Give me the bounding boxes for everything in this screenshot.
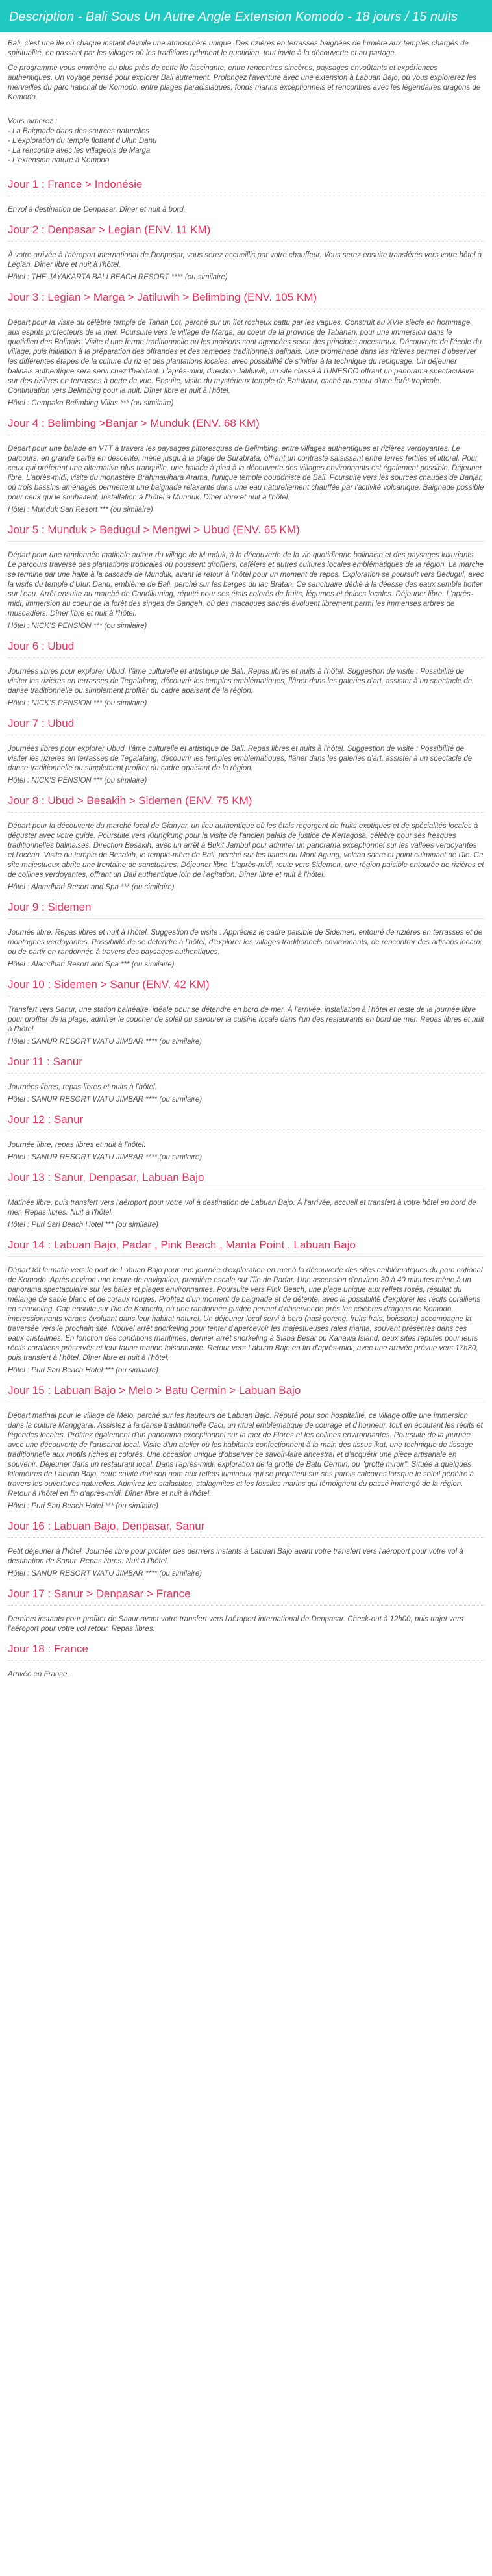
intro-paragraph: Ce programme vous emmène au plus près de cette île fascinante, entre rencontres sincères, paysages envoûtants et expériences authentiques. Un voyage pensé pour explorer Bali autrement. Prolongez l'aventure avec une extension à Labuan Bajo, où vous explorerez les merveilles du parc national de Komodo, entre plages paradisiaques, fonds marins exceptionnels et rencontres avec les légendaires dragons de Komodo. [8, 64, 481, 101]
day-section [8, 1587, 484, 1634]
day-description: Départ pour une randonnée matinale autour du village de Munduk, à la découverte de la vie quotidienne balinaise et des paysages luxuriants. Le parcours traverse des plantations tropicales où poussent girofliers, caféiers et autres cultures locales emblématiques de la région. La marche se termine par une halte à la cascade de Munduk, avant le retour à l'hôtel pour un moment de repos. Exploration se poursuit vers Bedugul, avec la visite du temple d'Ulun Danu, emblème de Bali, perché sur les berges du lac Bratan. Ce sanctuaire dédié à la déesse des eaux semble flotter sur l'eau. Arrêt ensuite au marché de Candikuning, réputé pour ses étals colorés de fruits, légumes et épices locales. Déjeuner libre. L'après-midi, immersion au coeur de la forêt des singes de Sangeh, où des macaques sacrés évoluent librement parmi les immenses arbres de muscadiers. Dîner libre et nuit à l'hôtel. [8, 551, 484, 618]
day-hotel: Hôtel : Cempaka Belimbing Villas *** (ou similaire) [8, 399, 174, 407]
day-title: Jour 9 : Sidemen [8, 900, 484, 919]
day-title: Jour 8 : Ubud > Besakih > Sidemen (ENV. 75 KM) [8, 794, 484, 813]
day-section [8, 177, 484, 215]
day-section [8, 1170, 484, 1230]
day-section [8, 1383, 484, 1511]
day-section [8, 900, 484, 970]
day-section [8, 639, 484, 709]
day-hotel: Hôtel : Puri Sari Beach Hotel *** (ou similaire) [8, 1367, 159, 1374]
day-title: Jour 7 : Ubud [8, 716, 484, 735]
day-title: Jour 15 : Labuan Bajo > Melo > Batu Cermin > Labuan Bajo [8, 1383, 484, 1402]
day-section [8, 223, 484, 283]
day-hotel: Hôtel : Puri Sari Beach Hotel *** (ou similaire) [8, 1221, 159, 1229]
page-title: Description - Bali Sous Un Autre Angle Extension Komodo - 18 jours / 15 nuits [9, 10, 458, 24]
day-title: Jour 3 : Legian > Marga > Jatiluwih > Belimbing (ENV. 105 KM) [8, 290, 484, 309]
highlight-item: - La Baignade dans des sources naturelles [8, 127, 150, 135]
day-description: Départ tôt le matin vers le port de Labuan Bajo pour une journée d'exploration en mer à la découverte des sites emblématiques du parc national de Komodo. Après environ une heure de navigation, première escale sur l'île de Padar. Une ascension d'environ 30 à 40 minutes mène à un panorama spectaculaire sur les baies et plages environnantes. Poursuite vers Pink Beach, une plage unique aux reflets rosés, résultat du mélange de sable blanc et de coraux rouges. Profitez d'un moment de baignade et de détente, avec la possibilité d'explorer les récifs coralliens en snorkeling. Cap ensuite sur l'île de Komodo, où une randonnée guidée permet d'observer de près les célèbres dragons de Komodo, impressionnants varans évoluant dans leur habitat naturel. Un déjeuner local servi à bord (nasi goreng, fruits frais, boissons) accompagne la traversée vers le prochain site. Nouvel arrêt snorkeling pour tenter d'apercevoir les majestueuses raies manta, souvent présentes dans ces eaux cristallines. En fonction des conditions maritimes, dernier arrêt snorkeling à Siaba Besar ou Kanawa Island, deux sites réputés pour leurs récifs coralliens préservés et leur faune marine foisonnante. Retour vers Labuan Bajo en fin d'après-midi, avec une arrivée prévue vers 17h30, puis transfert à l'hôtel. Dîner libre et nuit à l'hôtel. [8, 1267, 483, 1362]
day-hotel: Hôtel : THE JAYAKARTA BALI BEACH RESORT **** (ou similaire) [8, 273, 228, 281]
day-description: Arrivée en France. [8, 1671, 69, 1678]
day-description: Journées libres pour explorer Ubud, l'âme culturelle et artistique de Bali. Repas libres et nuits à l'hôtel. Suggestion de visite : Possibilité de visiter les rizières en terrasses de Tegalalang, découvrir les temples emblématiques, flâner dans les galeries d'art, assister à un spectacle de danse traditionnelle ou simplement profiter du cadre apaisant de la région. [8, 745, 473, 772]
day-section [8, 794, 484, 892]
itinerary-content [0, 32, 492, 1680]
day-title: Jour 14 : Labuan Bajo, Padar , Pink Beach , Manta Point , Labuan Bajo [8, 1238, 484, 1257]
day-hotel: Hôtel : SANUR RESORT WATU JIMBAR **** (ou similaire) [8, 1570, 203, 1578]
day-title: Jour 2 : Denpasar > Legian (ENV. 11 KM) [8, 223, 484, 242]
highlight-item: - La rencontre avec les villageois de Marga [8, 147, 151, 155]
day-title: Jour 4 : Belimbing >Banjar > Munduk (ENV. 68 KM) [8, 416, 484, 435]
day-description: Journées libres pour explorer Ubud, l'âme culturelle et artistique de Bali. Repas libres et nuits à l'hôtel. Suggestion de visite : Possibilité de visiter les rizières en terrasses de Tegalalang, découvrir les temples emblématiques, flâner dans les galeries d'art, assister à un spectacle de danse traditionnelle ou simplement profiter du cadre apaisant de la région. [8, 668, 473, 695]
day-section [8, 716, 484, 786]
day-title: Jour 17 : Sanur > Denpasar > France [8, 1587, 484, 1606]
day-section [8, 1642, 484, 1680]
day-description: Derniers instants pour profiter de Sanur avant votre transfert vers l'aéroport international de Denpasar. Check-out à 12h00, puis trajet vers l'aéroport pour votre vol retour. Repas libres. [8, 1615, 463, 1633]
day-section [8, 978, 484, 1047]
day-description: Transfert vers Sanur, une station balnéaire, idéale pour se détendre en bord de mer. À l'arrivée, installation à l'hôtel et reste de la journée libre pour profiter de la plage, admirer le coucher de soleil ou savourer la cuisine locale dans l'un des restaurants en bord de mer. Repas libres et nuit à l'hôtel. [8, 1006, 484, 1033]
day-description: Départ pour la visite du célèbre temple de Tanah Lot, perché sur un îlot rocheux battu par les vagues. Construit au XVIe siècle en hommage aux esprits protecteurs de la mer. Poursuite vers le village de Marga, au coeur de la province de Tabanan, pour une immersion dans le quotidien des Balinais. Visite d'une ferme traditionnelle où les maisons sont agencées selon des principes ancestraux. Découverte de l'école du village, puis initiation à la préparation des offrandes et des remèdes traditionnels balinais. Une promenade dans les rizières permet d'observer les différentes étapes de la culture du riz et des plantations locales, avec possibilité de s'initier à la technique du repiquage. Un déjeuner balinais authentique sera servi chez l'habitant. L'après-midi, direction Jatiluwih, un site classé à l'UNESCO offrant un panorama spectaculaire sur des rizières en terrasses à perte de vue. Ensuite, visite du mystérieux temple de Batukaru, caché au coeur d'une forêt tropicale. Continuation vers Belimbing pour la nuit. Dîner libre et nuit à l'hôtel. [8, 319, 482, 395]
day-title: Jour 10 : Sidemen > Sanur (ENV. 42 KM) [8, 978, 484, 996]
day-description: Journées libres, repas libres et nuits à l'hôtel. [8, 1083, 157, 1091]
day-section [8, 1055, 484, 1105]
highlight-item: - L'exploration du temple flottant d'Ulun Danu [8, 137, 157, 145]
day-title: Jour 6 : Ubud [8, 639, 484, 658]
day-description: À votre arrivée à l'aéroport international de Denpasar, vous serez accueillis par votre chauffeur. Vous serez ensuite transférés vers votre hôtel à Legian. Dîner libre et nuit à l'hôtel. [8, 251, 482, 269]
day-title: Jour 18 : France [8, 1642, 484, 1661]
highlights-title: Vous aimerez : [8, 118, 58, 125]
day-title: Jour 1 : France > Indonésie [8, 177, 484, 196]
day-description: Départ matinal pour le village de Melo, perché sur les hauteurs de Labuan Bajo. Réputé pour son hospitalité, ce village offre une immersion dans la culture Manggarai. Assistez à la danse traditionnelle Caci, un rituel emblématique de courage et d'honneur, tout en écoutant les récits et légendes locales. Profitez également d'un panorama exceptionnel sur la mer de Flores et les collines environnantes. Poursuite de la journée avec une découverte de l'artisanat local. Visite d'un atelier où les habitants confectionnent à la main des tissus ikat, une technique de tissage traditionnelle aux motifs riches et colorés. Une occasion unique d'observer ce savoir-faire ancestral et d'acquérir une pièce artisanale en souvenir. Déjeuner dans un restaurant local. Dans l'après-midi, exploration de la grotte de Batu Cermin, ou "grotte miroir". Située à quelques kilomètres de Labuan Bajo, cette cavité doit son nom aux reflets lumineux qui se projettent sur ses parois calcaires lorsque le soleil pénètre à travers les ouvertures naturelles. Admirez les stalactites, stalagmites et les fossiles marins qui témoignent du passé immergé de la région. Retour à l'hôtel en fin d'après-midi. Dîner libre et nuit à l'hôtel. [8, 1412, 483, 1498]
intro-paragraph: Bali, c'est une île où chaque instant dévoile une atmosphère unique. Des rizières en terrasses baignées de lumière aux temples chargés de spiritualité, en passant par les villages où les traditions rythment le quotidien, tout invite à la découverte et au partage. [8, 40, 469, 57]
day-hotel: Hôtel : Puri Sari Beach Hotel *** (ou similaire) [8, 1502, 159, 1510]
highlight-item: - L'extension nature à Komodo [8, 157, 110, 164]
page-title-banner [0, 0, 492, 32]
day-title: Jour 16 : Labuan Bajo, Denpasar, Sanur [8, 1519, 484, 1538]
day-hotel: Hôtel : SANUR RESORT WATU JIMBAR **** (ou similaire) [8, 1096, 203, 1104]
highlights-list [8, 108, 484, 166]
day-description: Départ pour une balade en VTT à travers les paysages pittoresques de Belimbing, entre villages authentiques et rizières verdoyantes. Le parcours, en grande partie en descente, mène jusqu'à la plage de Surabrata, offrant un contraste saisissant entre terres fertiles et littoral. Pour ceux qui préfèrent une alternative plus tranquille, une balade à pied à la découverte des villages environnants est également possible. Déjeuner libre. L'après-midi, visite du monastère Brahmavihara Arama, l'unique temple bouddhiste de Bali. Poursuite vers les sources chaudes de Banjar, où trois bassins aménagés permettent une baignade relaxante dans une eau naturellement chauffée par l'activité volcanique. Baignade possible pour ceux qui le souhaitent. Installation à l'hôtel à Munduk. Dîner libre et nuit à l'hôtel. [8, 445, 484, 501]
day-hotel: Hôtel : SANUR RESORT WATU JIMBAR **** (ou similaire) [8, 1154, 203, 1161]
day-hotel: Hôtel : SANUR RESORT WATU JIMBAR **** (ou similaire) [8, 1038, 203, 1046]
day-description: Journée libre. Repas libres et nuit à l'hôtel. Suggestion de visite : Appréciez le cadre paisible de Sidemen, entouré de rizières en terrasses et de montagnes verdoyantes. Possibilité de se détendre à l'hôtel, d'explorer les villages traditionnels environnants, de rencontrer des artisans locaux ou de partir en randonnée à travers des paysages authentiques. [8, 929, 483, 956]
day-title: Jour 13 : Sanur, Denpasar, Labuan Bajo [8, 1170, 484, 1189]
day-section [8, 523, 484, 631]
day-hotel: Hôtel : Alamdhari Resort and Spa *** (ou similaire) [8, 883, 175, 891]
day-hotel: Hôtel : Munduk Sari Resort *** (ou similaire) [8, 506, 153, 514]
day-hotel: Hôtel : NICK'S PENSION *** (ou similaire) [8, 777, 147, 785]
day-description: Départ pour la découverte du marché local de Gianyar, un lieu authentique où les étals regorgent de fruits exotiques et de spécialités locales à déguster avec votre guide. Poursuite vers Klungkung pour la visite de l'ancien palais de justice de Kertagosa, célèbre pour ses fresques traditionnelles balinaises. Direction Besakih, avec un arrêt à Bukit Jambul pour admirer un panorama exceptionnel sur les vallées verdoyantes et l'océan. Visite du temple de Besakih, le temple-mère de Bali, perché sur les flancs du Mont Agung, volcan sacré et point culminant de l'île. Ce site majestueux abrite une trentaine de sanctuaires. Déjeuner libre. L'après-midi, route vers Sidemen, une région paisible entourée de rizières et de collines verdoyantes, offrant un Bali authentique loin de l'agitation. Dîner libre et nuit à l'hôtel. [8, 822, 484, 879]
day-section [8, 1519, 484, 1579]
day-section [8, 1113, 484, 1163]
day-description: Journée libre, repas libres et nuit à l'hôtel. [8, 1141, 146, 1149]
day-description: Envol à destination de Denpasar. Dîner et nuit à bord. [8, 206, 186, 214]
day-description: Matinée libre, puis transfert vers l'aéroport pour votre vol à destination de Labuan Bajo. À l'arrivée, accueil et transfert à votre hôtel en bord de mer. Repas libres. Nuit à l'hôtel. [8, 1199, 476, 1217]
day-title: Jour 12 : Sanur [8, 1113, 484, 1131]
day-section [8, 416, 484, 515]
day-hotel: Hôtel : NICK'S PENSION *** (ou similaire) [8, 700, 147, 707]
day-hotel: Hôtel : NICK'S PENSION *** (ou similaire) [8, 622, 147, 630]
day-section [8, 1238, 484, 1376]
day-hotel: Hôtel : Alamdhari Resort and Spa *** (ou similaire) [8, 961, 175, 968]
day-description: Petit déjeuner à l'hôtel. Journée libre pour profiter des derniers instants à Labuan Bajo avant votre transfert vers l'aéroport pour votre vol à destination de Sanur. Repas libres. Nuit à l'hôtel. [8, 1548, 463, 1565]
day-title: Jour 5 : Munduk > Bedugul > Mengwi > Ubud (ENV. 65 KM) [8, 523, 484, 542]
day-section [8, 290, 484, 409]
day-title: Jour 11 : Sanur [8, 1055, 484, 1074]
